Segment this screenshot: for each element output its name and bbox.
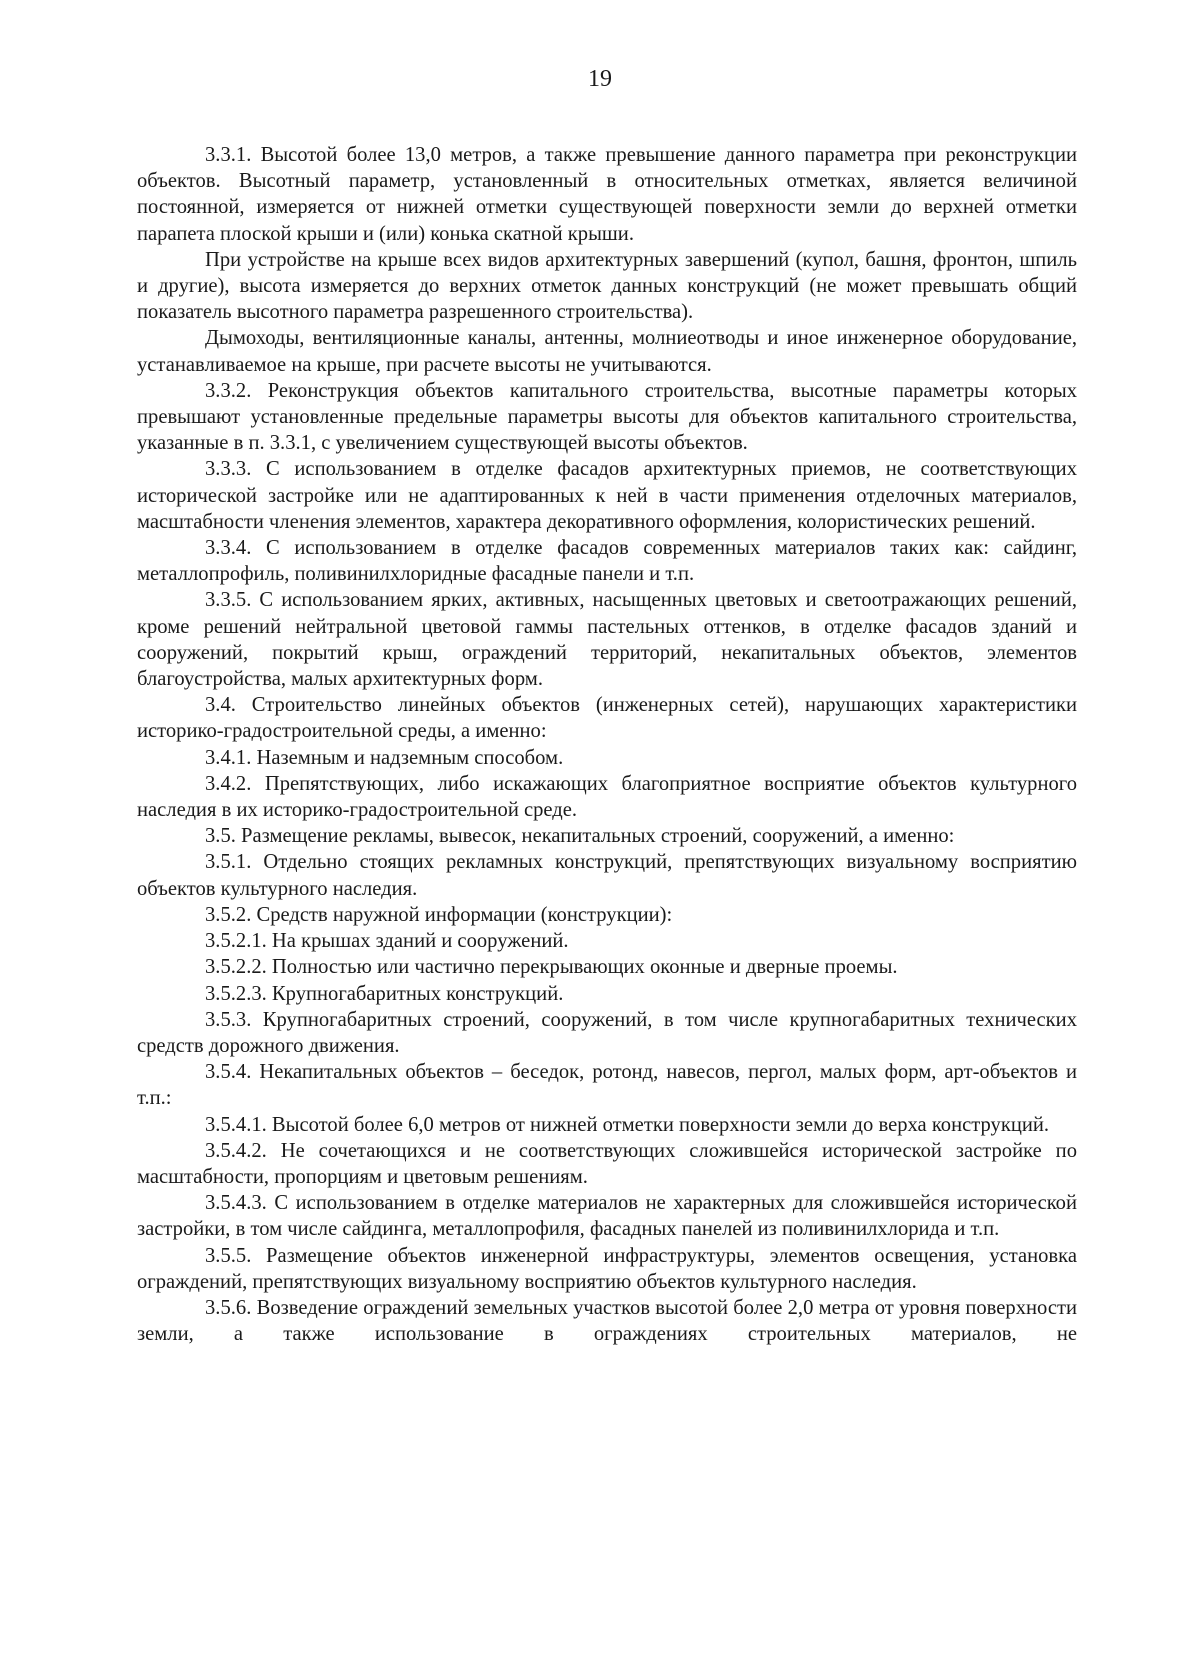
paragraph-3-5-1: 3.5.1. Отдельно стоящих рекламных конструкций, препятствующих визуальному восприятию объектов культурного наследия. xyxy=(137,851,1077,900)
paragraph-3-5-2-3: 3.5.2.3. Крупногабаритных конструкций. xyxy=(205,982,564,1005)
paragraph-3-5-3: 3.5.3. Крупногабаритных строений, сооружений, в том числе крупногабаритных технических средств дорожного движения. xyxy=(137,1008,1077,1057)
paragraph-3-5-2: 3.5.2. Средств наружной информации (конструкции): xyxy=(205,903,673,926)
paragraph-3-4-2: 3.4.2. Препятствующих, либо искажающих благоприятное восприятие объектов культурного наследия в их историко-градостроительной среде. xyxy=(137,772,1077,822)
paragraph-3-5-4: 3.5.4. Некапитальных объектов – беседок, ротонд, навесов, пергол, малых форм, арт-объектов и т.п.: xyxy=(137,1061,1077,1110)
paragraph-3-5-4-1: 3.5.4.1. Высотой более 6,0 метров от нижней отметки поверхности земли до верха конструкций. xyxy=(205,1113,1050,1136)
paragraph-3-3-5: 3.3.5. С использованием ярких, активных, насыщенных цветовых и светоотражающих решений, кроме решений нейтральной цветовой гаммы пастельных оттенков, в отделке фасадов зданий и сооружений, покрытий крыш, ограждений территорий, некапитальных объектов, элементов благоустройства, малых архитектурных форм. xyxy=(137,589,1077,691)
paragraph-architectural-finishes: При устройстве на крыше всех видов архитектурных завершений (купол, башня, фронтон, шпиль и другие), высота измеряется до верхних отметок данных конструкций (не может превышать общий показатель высотного параметра разрешенного строительства). xyxy=(137,248,1077,324)
paragraph-3-5-4-3: 3.5.4.3. С использованием в отделке материалов не характерных для сложившейся исторической застройки, в том числе сайдинга, металлопрофиля, фасадных панелей из поливинилхлорида и т.п. xyxy=(137,1192,1077,1241)
paragraph-3-5-2-1: 3.5.2.1. На крышах зданий и сооружений. xyxy=(205,930,569,953)
paragraph-3-3-2: 3.3.2. Реконструкция объектов капитального строительства, высотные параметры которых превышают установленные предельные параметры высоты для объектов капитального строительства, указанные в п. 3.3.1, с увеличением существующей высоты объектов. xyxy=(137,379,1077,455)
page-number: 19 xyxy=(588,66,612,92)
paragraph-3-4-1: 3.4.1. Наземным и надземным способом. xyxy=(205,746,564,769)
paragraph-3-3-1: 3.3.1. Высотой более 13,0 метров, а также превышение данного параметра при реконструкции объектов. Высотный параметр, установленный в относительных отметках, является величиной постоянной, измеряется от нижней отметки существующей поверхности земли до верхней отметки парапета плоской крыши и (или) конька скатной крыши. xyxy=(137,144,1077,245)
paragraph-chimneys: Дымоходы, вентиляционные каналы, антенны, молниеотводы и иное инженерное оборудование, устанавливаемое на крыше, при расчете высоты не учитываются. xyxy=(137,327,1077,376)
paragraph-3-3-3: 3.3.3. С использованием в отделке фасадов архитектурных приемов, не соответствующих исторической застройке или не адаптированных к ней в части применения отделочных материалов, масштабности членения элементов, характера декоративного оформления, колористических решений. xyxy=(137,458,1077,533)
paragraph-3-5: 3.5. Размещение рекламы, вывесок, некапитальных строений, сооружений, а именно: xyxy=(205,825,955,848)
paragraph-3-3-4: 3.3.4. С использованием в отделке фасадов современных материалов таких как: сайдинг, металлопрофиль, поливинилхлоридные фасадные панели и т.п. xyxy=(137,537,1077,586)
paragraph-3-4: 3.4. Строительство линейных объектов (инженерных сетей), нарушающих характеристики историко-градостроительной среды, а именно: xyxy=(137,694,1077,743)
paragraph-3-5-4-2: 3.5.4.2. Не сочетающихся и не соответствующих сложившейся исторической застройке по масштабности, пропорциям и цветовым решениям. xyxy=(137,1139,1077,1188)
paragraph-3-5-5: 3.5.5. Размещение объектов инженерной инфраструктуры, элементов освещения, установка ограждений, препятствующих визуальному восприятию объектов культурного наследия. xyxy=(137,1244,1077,1293)
paragraph-3-5-6: 3.5.6. Возведение ограждений земельных участков высотой более 2,0 метра от уровня поверхности земли, а также использование в ограждениях строительных материалов, не xyxy=(137,1296,1077,1346)
paragraph-3-5-2-2: 3.5.2.2. Полностью или частично перекрывающих оконные и дверные проемы. xyxy=(205,956,898,979)
document-body xyxy=(137,142,1077,1347)
